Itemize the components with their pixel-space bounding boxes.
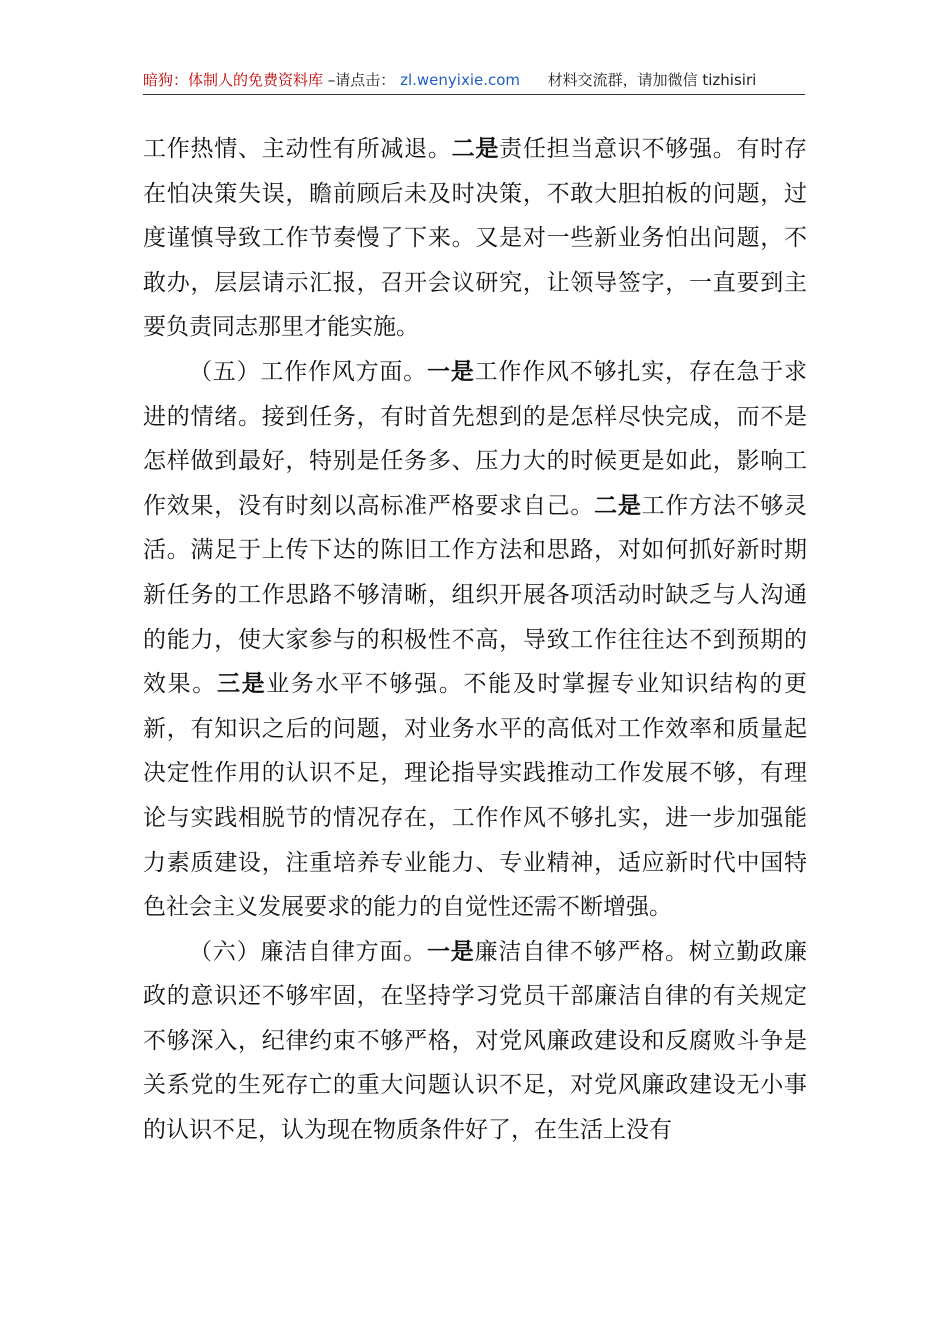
header-brand: 暗狗：体制人的免费资料库 [143, 71, 324, 89]
header-wechat-note: 材料交流群，请加微信 tizhisiri [547, 71, 757, 89]
bold-lead: 一是 [427, 938, 475, 965]
page-header [143, 66, 805, 95]
section-heading: （六）廉洁自律方面。 [189, 938, 427, 965]
document-body [143, 127, 807, 1153]
paragraph-text: 责任担当意识不够强。有时存在怕决策失误，瞻前顾后未及时决策，不敢大胆拍板的问题，过度谨慎导致工作节奏慢了下来。又是对一些新业务怕出问题，不敢办，层层请示汇报，召开会议研究，让领导签字，一直要到主要负责同志那里才能实施。 [143, 136, 808, 341]
paragraph-text: 工作作风不够扎实，存在急于求进的情绪。接到任务，有时首先想到的是怎样尽快完成，而不是怎样做到最好，特别是任务多、压力大的时候更是如此，影响工作效果，没有时刻以高标准严格要求自己。 [143, 358, 808, 519]
paragraph-continuation [143, 127, 807, 350]
header-link[interactable]: zl.wenyixie.com [400, 71, 521, 89]
paragraph-text: 廉洁自律不够严格。树立勤政廉政的意识还不够牢固，在坚持学习党员干部廉洁自律的有关规定不够深入，纪律约束不够严格，对党风廉政建设和反腐败斗争是关系党的生死存亡的重大问题认识不足，对党风廉政建设无小事的认识不足，认为现在物质条件好了，在生活上没有 [143, 938, 808, 1144]
paragraph-text: 工作方法不够灵活。满足于上传下达的陈旧工作方法和思路，对如何抓好新时期新任务的工作思路不够清晰，组织开展各项活动时缺乏与人沟通的能力，使大家参与的积极性不高，导致工作往往达不到预期的效果。 [143, 492, 808, 698]
header-click-prompt: –请点击： [327, 71, 396, 89]
bold-lead: 三是 [216, 671, 267, 698]
bold-lead: 二是 [451, 136, 500, 162]
section-heading: （五）工作作风方面。 [189, 358, 427, 385]
paragraph-integrity [143, 930, 807, 1153]
bold-lead: 一是 [427, 358, 475, 385]
bold-lead: 二是 [594, 492, 642, 519]
paragraph-text: 工作热情、主动性有所减退。 [143, 136, 452, 162]
paragraph-text: 业务水平不够强。不能及时掌握专业知识结构的更新，有知识之后的问题，对业务水平的高低对工作效率和质量起决定性作用的认识不足，理论指导实践推动工作发展不够，有理论与实践相脱节的情况存在，工作作风不够扎实，进一步加强能力素质建设，注重培养专业能力、专业精神，适应新时代中国特色社会主义发展要求的能力的自觉性还需不断增强。 [143, 671, 808, 921]
paragraph-work-style [143, 350, 807, 930]
